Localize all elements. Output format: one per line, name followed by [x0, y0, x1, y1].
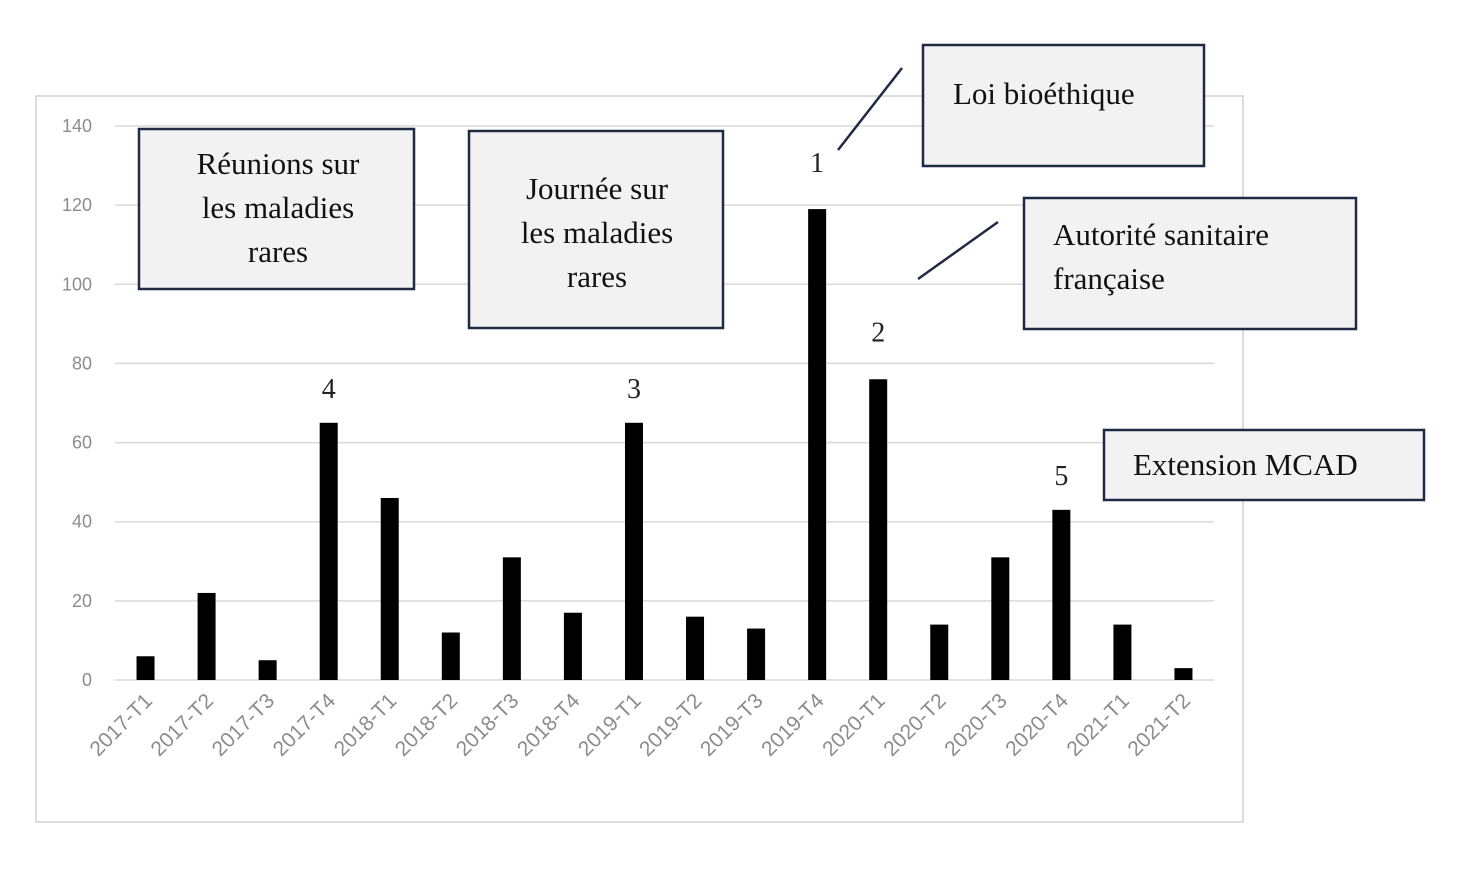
annotation-box [923, 45, 1204, 166]
bar [198, 593, 216, 680]
x-tick-label: 2018-T3 [451, 689, 524, 761]
annotation-text: les maladies [520, 215, 674, 250]
annotation-box [469, 131, 723, 328]
x-tick-label: 2018-T4 [512, 689, 585, 761]
y-tick-label: 100 [61, 274, 92, 295]
bar [503, 557, 521, 680]
y-tick-label: 0 [81, 670, 92, 690]
bar [442, 633, 460, 680]
y-tick-label: 140 [61, 116, 92, 136]
x-tick-label: 2018-T1 [329, 689, 402, 761]
bar [320, 423, 338, 680]
x-tick-label: 2020-T2 [879, 689, 951, 761]
bar-marker-label: 2 [871, 317, 886, 349]
bar-marker-label: 3 [626, 373, 641, 405]
x-tick-label: 2020-T1 [818, 689, 890, 761]
annotation-box [1024, 198, 1356, 329]
bar [869, 379, 887, 680]
x-tick-label: 2017-T4 [268, 689, 341, 761]
bar [564, 613, 582, 680]
bar [381, 498, 399, 680]
bar [930, 625, 948, 680]
x-tick-label: 2019-T3 [696, 689, 768, 761]
annotation-text: française [1053, 261, 1165, 296]
x-tick-label: 2021-T1 [1062, 689, 1134, 761]
x-tick-label: 2020-T4 [1001, 689, 1073, 761]
bar-marker-label: 4 [321, 373, 336, 405]
annotation-box [1104, 430, 1424, 500]
y-tick-label: 80 [71, 353, 92, 374]
bar-marker-label: 1 [810, 148, 825, 180]
bar [1174, 668, 1192, 680]
annotation-text: Extension MCAD [1133, 447, 1358, 482]
y-tick-label: 40 [71, 511, 92, 532]
annotation-text: rares [566, 259, 628, 294]
bar [625, 423, 643, 680]
x-tick-label: 2017-T1 [85, 689, 158, 761]
annotation-text: les maladies [201, 190, 355, 225]
annotation-text: Autorité sanitaire [1053, 217, 1270, 252]
bar [808, 209, 826, 680]
annotation-text: Journée sur [525, 171, 669, 206]
x-tick-label: 2020-T3 [940, 689, 1012, 761]
bar [137, 656, 155, 680]
x-tick-label: 2018-T2 [390, 689, 463, 761]
y-tick-label: 60 [71, 432, 92, 453]
bar [259, 660, 277, 680]
bar [686, 617, 704, 680]
x-tick-label: 2021-T2 [1123, 689, 1196, 761]
annotation-text: Loi bioéthique [953, 76, 1135, 111]
x-tick-label: 2019-T1 [573, 689, 646, 761]
x-tick-label: 2019-T4 [757, 689, 829, 761]
y-tick-label: 120 [61, 195, 92, 216]
bar-marker-label: 5 [1054, 460, 1069, 492]
annotation-box [139, 129, 414, 289]
x-tick-label: 2017-T3 [207, 689, 280, 761]
bar [747, 629, 765, 680]
annotation-text: rares [247, 234, 309, 269]
y-tick-label: 20 [71, 590, 92, 611]
bar [991, 557, 1009, 680]
bar [1113, 625, 1131, 680]
annotation-text: Réunions sur [196, 146, 360, 181]
x-tick-label: 2019-T2 [634, 689, 707, 761]
bar [1052, 510, 1070, 680]
x-tick-label: 2017-T2 [146, 689, 219, 761]
